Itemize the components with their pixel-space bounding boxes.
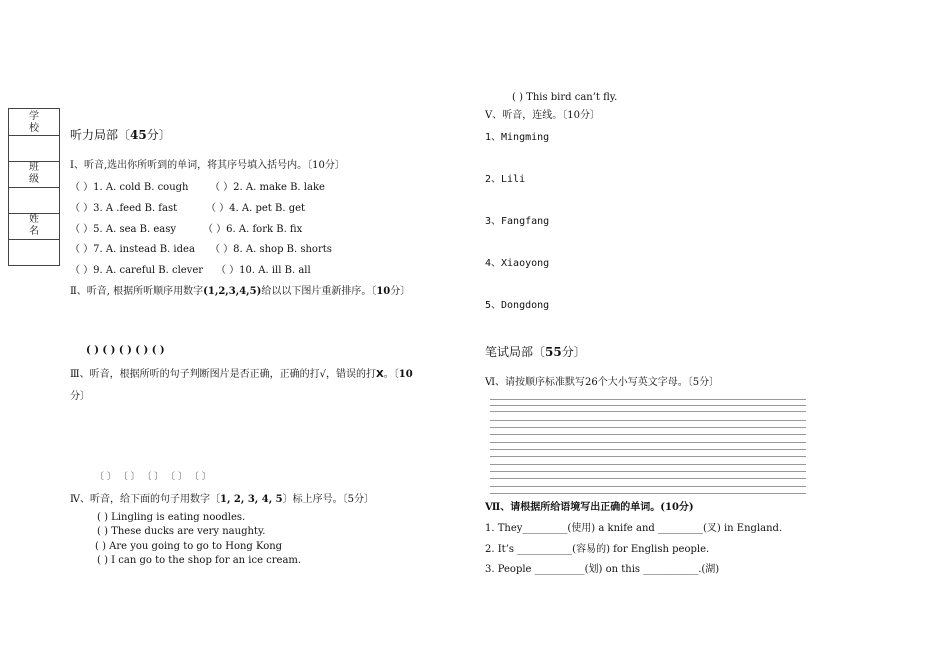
list-item: ( ) I can go to the shop for an ice cream. (97, 555, 302, 566)
list-item: 1、Mingming (485, 132, 550, 143)
bird-sentence: ( ) This bird can’t fly. (512, 92, 618, 103)
section-4-title: Ⅳ、听音，给下面的句子用数字〔1, 2, 3, 4, 5〕标上序号。〔5分〕 (70, 494, 375, 505)
section-3-score-unit: 分〕 (70, 391, 90, 402)
list-item: 2、Lili (485, 174, 526, 185)
student-info-table (8, 108, 60, 266)
list-item: （ ）4. A. pet B. get (206, 203, 306, 214)
listening-section-title: 听力局部〔45分〕 (70, 128, 171, 142)
section-5-title: Ⅴ、听音，连线。〔10分〕 (485, 110, 600, 121)
list-item: （ ）10. A. ill B. all (216, 265, 311, 276)
section-2-answer-blanks[interactable]: ( ) ( ) ( ) ( ) ( ) (86, 345, 165, 356)
school-label: 学校 (29, 111, 39, 134)
list-item: （ ）2. A. make B. lake (210, 182, 325, 193)
list-item: （ ）7. A. instead B. idea (70, 244, 195, 255)
class-label: 班级 (29, 162, 39, 185)
written-section-title: 笔试局部〔55分〕 (485, 345, 586, 359)
section-6-title: Ⅵ、请按顺序标准默写26个大小写英文字母。〔5分〕 (485, 377, 720, 388)
list-item: 3. People __________(划) on this ___________.(湖) (485, 564, 720, 575)
list-item: ( ) These ducks are very naughty. (97, 526, 266, 537)
list-item: ( ) Are you going to go to Hong Kong (95, 541, 283, 552)
list-item: （ ）1. A. cold B. cough (70, 182, 189, 193)
list-item: ( ) Lingling is eating noodles. (97, 512, 246, 523)
list-item: （ ）3. A .feed B. fast (70, 203, 178, 214)
list-item: （ ）6. A. fork B. fix (203, 224, 303, 235)
name-label: 姓名 (29, 214, 39, 237)
section-7-title: Ⅶ、请根据所给语境写出正确的单词。(10分) (485, 502, 694, 513)
table-divider (9, 187, 59, 188)
list-item: 4、Xiaoyong (485, 258, 550, 269)
section-3-title: Ⅲ、听音，根据所听的句子判断图片是否正确，正确的打√，错误的打X。〔10 (70, 369, 413, 380)
list-item: 3、Fangfang (485, 216, 550, 227)
list-item: （ ）5. A. sea B. easy (70, 224, 177, 235)
section-2-title: Ⅱ、听音, 根据所听顺序用数字(1,2,3,4,5)给以以下图片重新排序。〔10分〕 (70, 286, 411, 297)
table-divider (9, 135, 59, 136)
list-item: 1. They_________(使用) a knife and _________(叉) in England. (485, 523, 783, 534)
section-1-title: Ⅰ、听音,选出你所听到的单词，将其序号填入括号内。〔10分〕 (70, 160, 345, 171)
table-divider (9, 239, 59, 240)
list-item: （ ）9. A. careful B. clever (70, 265, 204, 276)
list-item: 2. It’s ___________(容易的) for English people. (485, 544, 710, 555)
list-item: 5、Dongdong (485, 300, 550, 311)
list-item: （ ）8. A. shop B. shorts (210, 244, 332, 255)
section-3-answer-blanks[interactable]: 〔 〕 〔 〕 〔 〕 〔 〕 〔 〕 (95, 472, 211, 482)
